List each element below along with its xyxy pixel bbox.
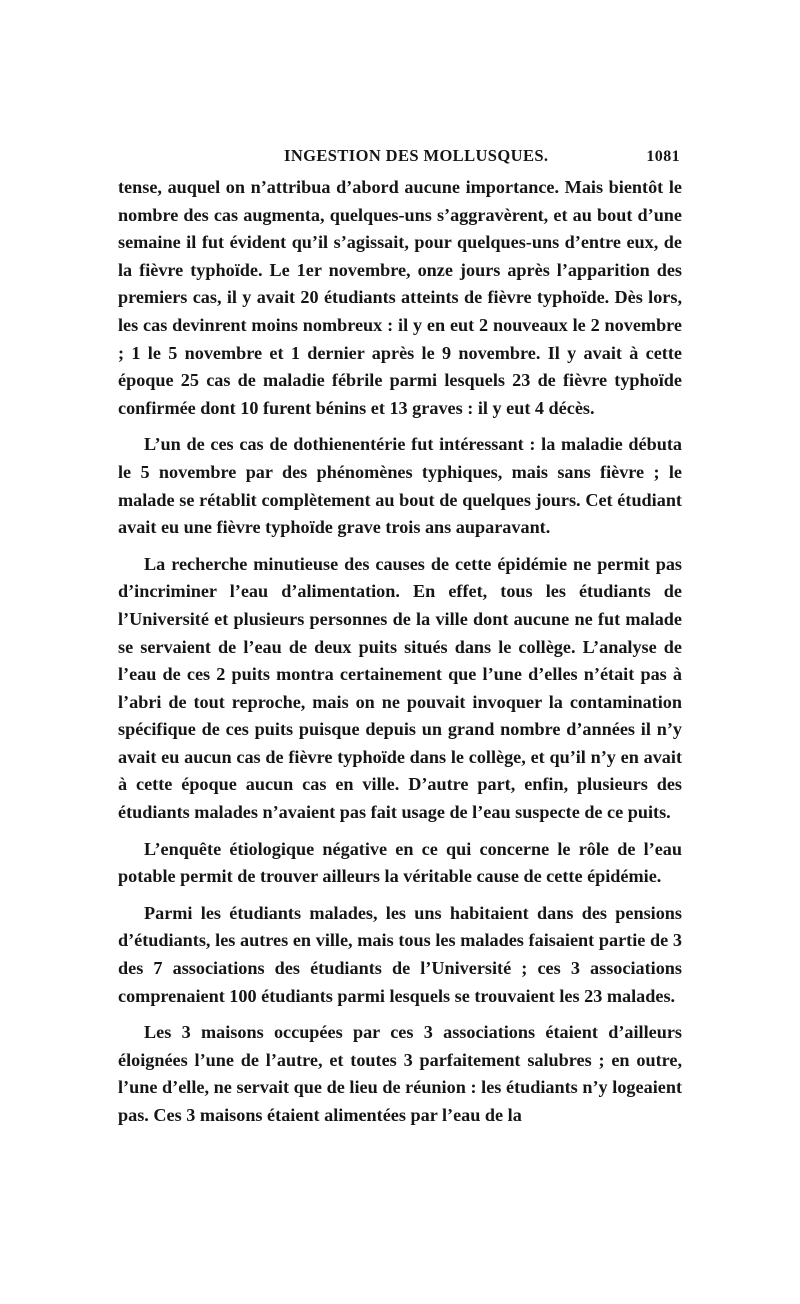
page-number: 1081 xyxy=(646,148,680,165)
paragraph-dothienenterie-case: L’un de ces cas de dothienentérie fut intéressant : la maladie débuta le 5 novembre par des phénomènes typhiques, mais sans fièvre ; le malade se rétablit complètement au bout de quelques jours. Cet étudiant avait eu une fièvre typhoïde grave trois ans auparavant. xyxy=(118,434,682,538)
running-header xyxy=(118,140,682,174)
body-text xyxy=(118,174,682,1130)
book-page xyxy=(118,140,682,1130)
paragraph-water-investigation: La recherche minutieuse des causes de cette épidémie ne permit pas d’incriminer l’eau d’alimentation. En effet, tous les étudiants de l’Université et plusieurs personnes de la ville dont aucune ne fut malade se servaient de l’eau de deux puits situés dans le collège. L’analyse de l’eau de ces 2 puits montra certainement que l’une d’elles n’était pas à l’abri de tout reproche, mais on ne pouvait invoquer la contamination spécifique de ces puits puisque depuis un grand nombre d’années il n’y avait eu aucun cas de fièvre typhoïde dans le collège, et qu’il n’y en avait à cette époque aucun cas en ville. D’autre part, enfin, plusieurs des étudiants malades n’avaient pas fait usage de l’eau suspecte de ce puits. xyxy=(118,553,682,823)
paragraph-student-associations: Parmi les étudiants malades, les uns habitaient dans des pensions d’étudiants, les autres en ville, mais tous les malades faisaient partie de 3 des 7 associations des étudiants de l’Université ; ces 3 associations comprenaient 100 étudiants parmi lesquels se trouvaient les 23 malades. xyxy=(118,902,682,1006)
paragraph-etiological-inquiry: L’enquête étiologique négative en ce qui concerne le rôle de l’eau potable permit de trouver ailleurs la véritable cause de cette épidémie. xyxy=(118,838,682,887)
paragraph-continued: tense, auquel on n’attribua d’abord aucune importance. Mais bientôt le nombre des cas augmenta, quelques-uns s’aggravèrent, et au bout d’une semaine il fut évident qu’il s’agissait, pour quelques-uns d’entre eux, de la fièvre typhoïde. Le 1er novembre, onze jours après l’apparition des premiers cas, il y avait 20 étudiants atteints de fièvre typhoïde. Dès lors, les cas devinrent moins nombreux : il y en eut 2 nouveaux le 2 novembre ; 1 le 5 novembre et 1 dernier après le 9 novembre. Il y avait à cette époque 25 cas de maladie fébrile parmi lesquels 23 de fièvre typhoïde confirmée dont 10 furent bénins et 13 graves : il y eut 4 décès. xyxy=(118,177,682,418)
running-title: INGESTION DES MOLLUSQUES. xyxy=(284,146,549,165)
paragraph-association-houses: Les 3 maisons occupées par ces 3 associations étaient d’ailleurs éloignées l’une de l’autre, et toutes 3 parfaitement salubres ; en outre, l’une d’elle, ne servait que de lieu de réunion : les étudiants n’y logeaient pas. Ces 3 maisons étaient alimentées par l’eau de la xyxy=(118,1022,682,1125)
